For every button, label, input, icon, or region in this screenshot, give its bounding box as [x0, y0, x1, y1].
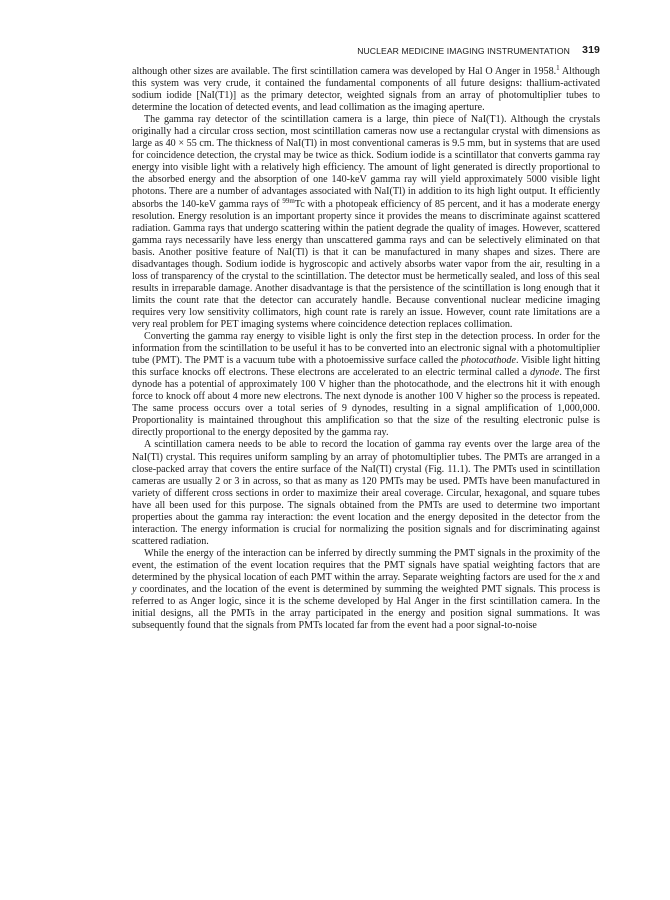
running-head-title: NUCLEAR MEDICINE IMAGING INSTRUMENTATION [357, 46, 570, 56]
paragraph-4-text: A scintillation camera needs to be able to record the location of gamma ray events over the large area of the NaI(Tl) crystal. This requires uniform sampling by an array of photomultiplier tubes. The PMTs are arranged in a close-packed array that covers the entire surface of the NaI(Tl) crystal (Fig. 11.1). The PMTs used in scintillation cameras are usually 2 or 3 in across, so that as many as 120 PMTs may be used. PMTs have been manufactured in variety of different cross sections in order to maximize their areal coverage. Circular, hexagonal, and square tubes have all been used for this purpose. The signals obtained from the PMTs are used to determine two important properties about the gamma ray interaction: the event location and the energy deposited in the detector from the interaction. The energy information is crucial for normalizing the position signals and for discriminating against scattered radiation. [132, 439, 600, 547]
paragraph-1 [132, 66, 600, 114]
paragraph-3-text-end: . The first dynode has a potential of approximately 100 V higher than the photocathode, and the electrons hit it with enough force to knock off about 4 more new electrons. The next dynode is another 100 V higher so the process is repeated. The same process occurs over a total series of 9 dynodes, resulting in a signal amplification of 1,000,000. Proportionality is maintained throughout this amplification so that the size of the resulting electronic pulse is directly proportional to the energy deposited by the gamma ray. [132, 367, 600, 439]
paragraph-2-text-cont: with a photopeak efficiency of 85 percent, and it has a moderate energy resolution. Energy resolution is an important property since it provides the means to discriminate against scattered radiation. Gamma rays that undergo scattering within the patient degrade the quality of images. However, scattered gamma rays necessarily have less energy than unscattered gamma rays and can be selectively eliminated on that basis. Another positive feature of NaI(Tl) is that it can be manufactured in many shapes and sizes. There are disadvantages though. Sodium iodide is hygroscopic and actively absorbs water vapor from the air, resulting in a loss of transparency of the crystal to the scintillation. The detector must be hermetically sealed, and loss of this seal results in irreparable damage. Another disadvantage is that the persistence of the scintillation is long enough that it limits the count rate that the detector can accurately handle. Because conventional nuclear medicine imaging requires very low sensitivity collimators, high count rate is rarely an issue. However, count rate limitations are a very real problem for PET imaging systems where coincidence detection replaces collimation. [132, 198, 600, 330]
running-head [132, 44, 600, 58]
paragraph-3 [132, 331, 600, 439]
paragraph-2-text: The gamma ray detector of the scintillation camera is a large, thin piece of NaI(T1). Although the crystals originally had a circular cross section, most scintillation cameras now use a rectangular crystal with dimensions as large as 40 × 55 cm. The thickness of NaI(Tl) in most conventional cameras is 9.5 mm, but in systems that are used for coincidence detection, the crystal may be twice as thick. Sodium iodide is a scintillator that converts gamma ray energy into visible light with a relatively high efficiency. The amount of light generated is directly proportional to the absorbed energy and the absorption of one 140-keV gamma ray will yield approximately 5000 visible light photons. There are a number of advantages associated with NaI(Tl) in addition to its high light output. It efficiently absorbs the 140-keV gamma rays of [132, 114, 600, 210]
paragraph-1-text-cont: Although this system was very crude, it contained the fundamental components of all future designs: thallium-activated sodium iodide [NaI(T1)] as the primary detector, weighted signals from an array of photomultiplier tubes to determine the location of detected events, and lead collimation as the imaging aperture. [132, 66, 600, 114]
paragraph-3-text: Converting the gamma ray energy to visible light is only the first step in the detection process. In order for the information from the scintillation to be useful it has to be converted into an electronic signal with a photomultiplier tube (PMT). The PMT is a vacuum tube with a photoemissive surface called the [132, 331, 600, 367]
coordinate-x: x [578, 571, 583, 583]
isotope-mass-number: 99m [282, 196, 295, 205]
body-text [132, 66, 600, 632]
paragraph-5 [132, 548, 600, 632]
paragraph-5-conjunction: and [582, 571, 600, 583]
page-number: 319 [582, 44, 600, 56]
paragraph-1-text: although other sizes are available. The first scintillation camera was developed by Hal O Anger in 1958. [132, 66, 557, 77]
paragraph-5-text: While the energy of the interaction can be inferred by directly summing the PMT signals in the proximity of the event, the estimation of the event location requires that the PMT signals have spatial weighting factors that are determined by the physical location of each PMT within the array. Separate weighting factors are used for the [132, 547, 600, 583]
term-dynode: dynode [530, 367, 560, 379]
coordinate-y: y [132, 584, 137, 596]
reference-marker: 1 [556, 64, 560, 72]
paragraph-2 [132, 114, 600, 331]
book-page [132, 44, 600, 632]
paragraph-4 [132, 439, 600, 547]
paragraph-5-text-cont: coordinates, and the location of the event is determined by summing the weighted PMT signals. This process is referred to as Anger logic, since it is the scheme developed by Hal Anger in the first scintillation camera. In the initial designs, all the PMTs in the array participated in the energy and position signal summations. It was subsequently found that the signals from PMTs located far from the event had a poor signal-to-noise [132, 584, 600, 632]
term-photocathode: photocathode [461, 355, 516, 367]
paragraph-3-text-cont: . Visible light hitting this surface knocks off electrons. These electrons are accelerated to an electric terminal called a [132, 355, 601, 379]
isotope-symbol: Tc [294, 198, 305, 210]
